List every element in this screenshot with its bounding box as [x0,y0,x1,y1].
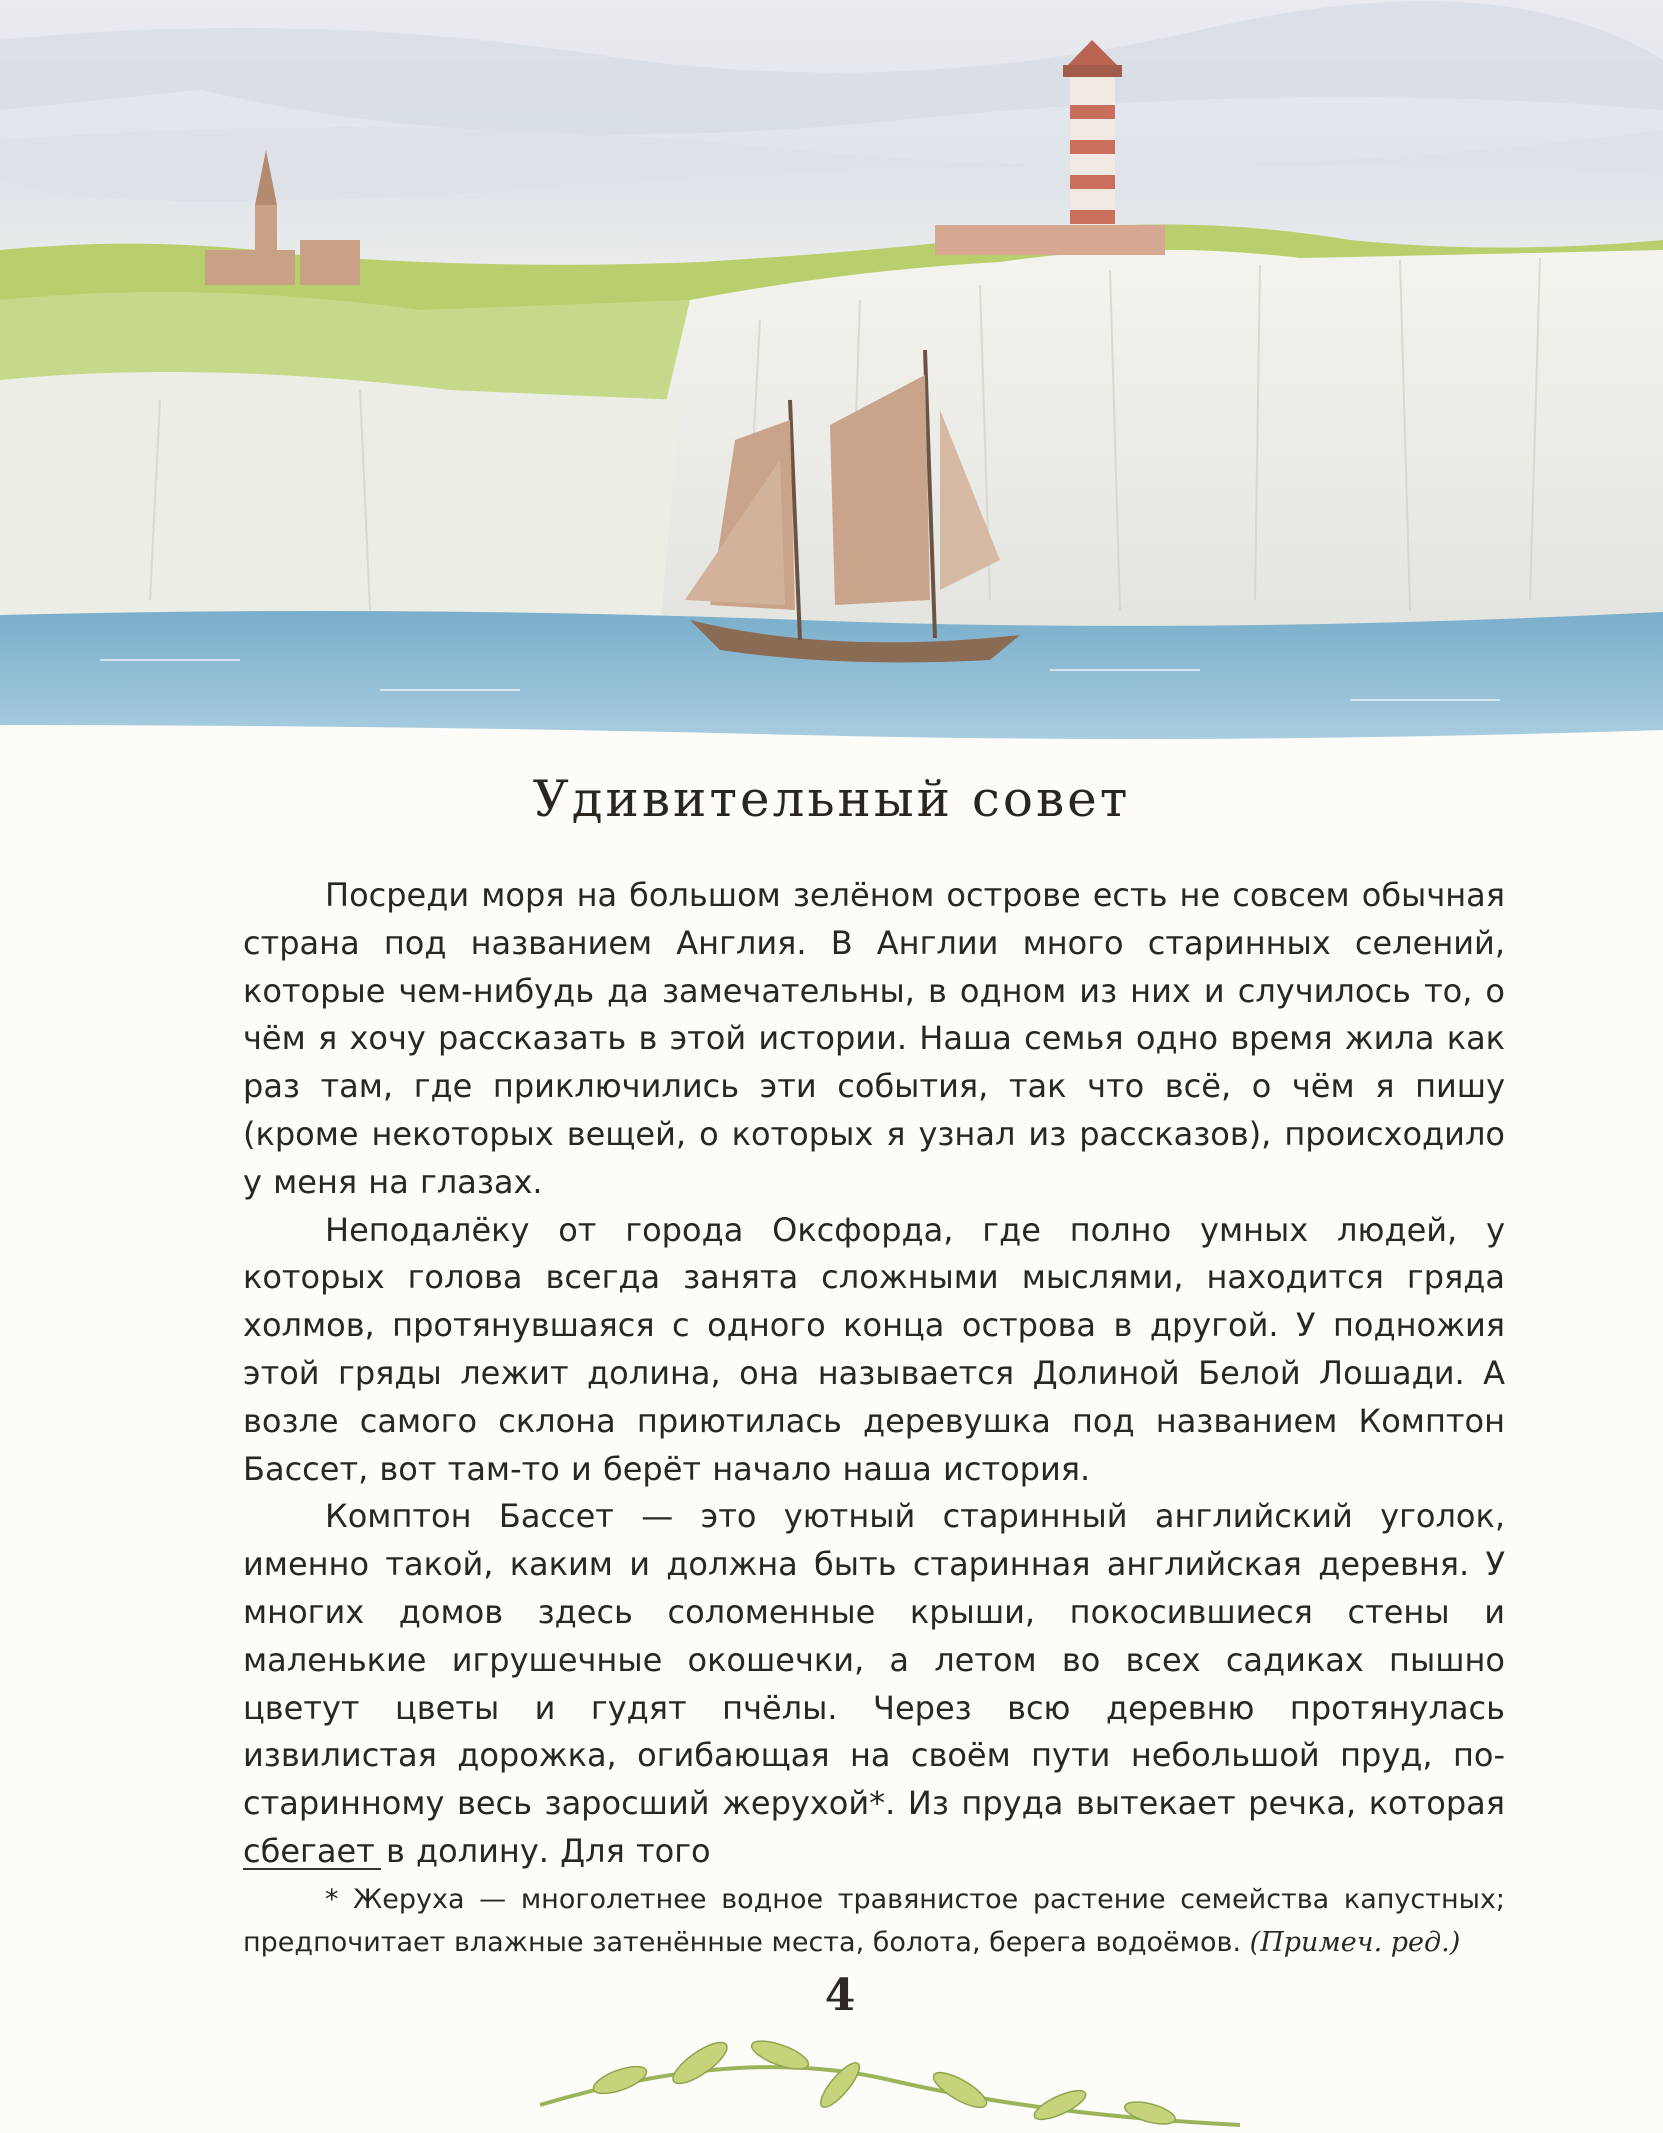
paragraph: Неподалёку от города Оксфорда, где полно умных людей, у которых голова всегда занята сложными мыслями, находится гряда холмов, протянувшаяся с одного конца острова в другой. У подножия этой гряды лежит долина, она называется Долиной Белой Лошади. А возле самого склона приютилась деревушка под названием Комптон Бассет, вот там-то и берёт начало наша история. [243,1210,1505,1488]
editor-note: (Примеч. ред.) [1249,1927,1461,1958]
watercress-sprig-illustration [540,1985,1240,2133]
paragraph: Посреди моря на большом зелёном острове есть не совсем обычная страна под названием Англия. В Англии много старинных селений, которые чем-нибудь да замечательны, в одном из них и случилось то, о чём я хочу рассказать в этой истории. Наша семья одно время жила как раз там, где приключились эти события, так что всё, о чём я пишу (кроме некоторых вещей, о которых я узнал из рассказов), происходило у меня на глазах. [243,876,1505,1201]
coastal-illustration [0,0,1663,740]
sea [0,611,1663,739]
paragraph: Комптон Бассет — это уютный старинный английский уголок, именно такой, каким и должна быть старинная английская деревня. У многих домов здесь соломенные крыши, покосившиеся стены и маленькие игрушечные окошечки, а летом во всех садиках пышно цветут цветы и гудят пчёлы. Через всю деревню протянулась извилистая дорожка, огибающая на своём пути небольшой пруд, по-старинному весь заросший жерухой*. Из пруда вытекает речка, которая сбегает в долину. Для того [243,1497,1505,1870]
body-text [243,872,1505,1876]
footnote [243,1878,1505,1964]
chapter-title: Удивительный совет [532,770,1131,828]
footnote-rule [243,1868,381,1870]
page-number: 4 [824,1970,856,2021]
footnote-text: * Жеруха — многолетнее водное травянистое растение семейства капустных; предпочитает влажные затенённые места, болота, берега водоёмов. [243,1884,1505,1958]
